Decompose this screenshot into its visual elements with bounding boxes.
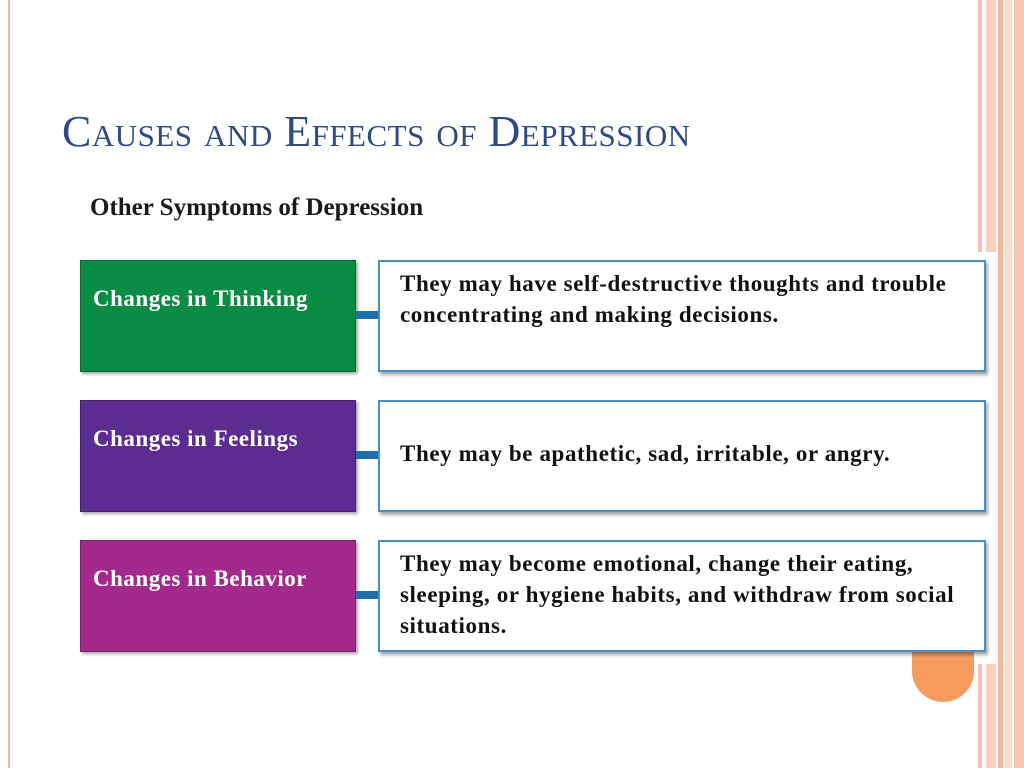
symptom-description: They may become emotional, change their eating, sleeping, or hygiene habits, and withdraw from social situations. <box>400 551 955 638</box>
slide-subtitle: Other Symptoms of Depression <box>90 194 424 221</box>
symptom-description-box <box>378 540 986 652</box>
symptom-description: They may be apathetic, sad, irritable, or angry. <box>400 440 891 466</box>
decorative-stripe <box>1014 0 1024 768</box>
slide-title: Causes and Effects of Depression <box>62 107 691 156</box>
symptom-description-box <box>378 400 986 512</box>
symptom-row-thinking <box>80 260 986 374</box>
symptom-description-box <box>378 260 986 372</box>
decorative-stripe <box>1005 0 1012 768</box>
decorative-stripe <box>998 0 1003 768</box>
connector-bar <box>356 591 380 599</box>
symptom-label: Changes in Behavior <box>80 540 356 652</box>
symptom-row-feelings <box>80 400 986 514</box>
symptom-label: Changes in Thinking <box>80 260 356 372</box>
connector-bar <box>356 451 380 459</box>
symptom-description: They may have self-destructive thoughts and trouble concentrating and making decisions. <box>400 271 947 327</box>
connector-bar <box>356 311 380 319</box>
left-border-line <box>8 0 10 768</box>
symptom-label: Changes in Feelings <box>80 400 356 512</box>
symptom-row-behavior <box>80 540 986 654</box>
